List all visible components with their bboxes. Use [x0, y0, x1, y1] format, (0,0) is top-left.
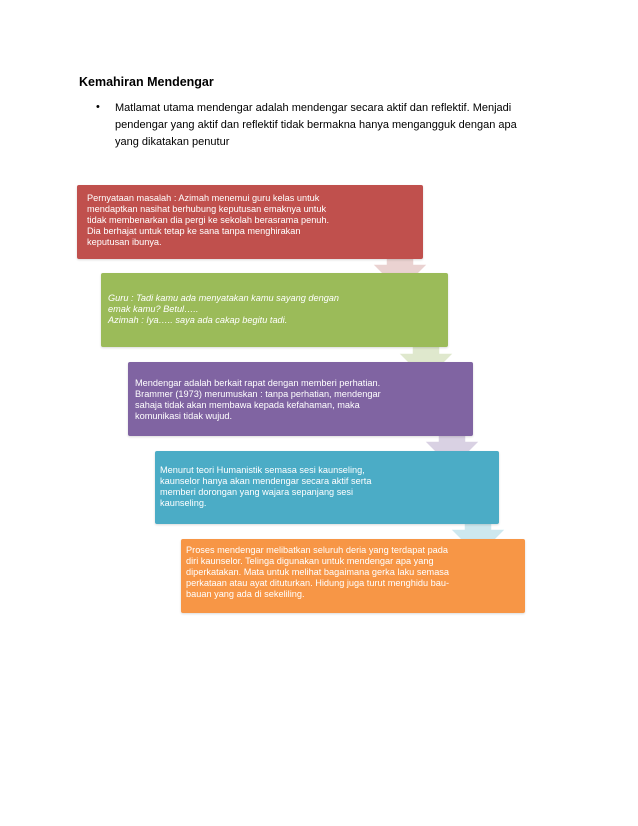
- flow-step-senses: [181, 539, 525, 613]
- bullet-symbol: •: [96, 101, 100, 113]
- document-heading: Kemahiran Mendengar: [79, 75, 214, 89]
- flow-step-text: Proses mendengar melibatkan seluruh deria yang terdapat pada diri kaunselor. Telinga digunakan untuk mendengar apa yang diperkatakan. Mata untuk melihat bagaimana gerka laku semasa perkataan atau ayat dituturkan. Hidung juga turut menghidu bau-bauan yang ada di sekeliling.: [186, 545, 450, 599]
- bullet-paragraph: Matlamat utama mendengar adalah mendengar secara aktif dan reflektif. Menjadi pendengar yang aktif dan reflektif tidak bermakna hanya mengangguk dengan apa yang dikatakan penutur: [115, 102, 517, 148]
- flow-step-dialogue: [101, 273, 448, 347]
- flow-step-problem-statement: [77, 185, 423, 259]
- flow-step-text: Mendengar adalah berkait rapat dengan memberi perhatian. Brammer (1973) merumuskan : tanpa perhatian, mendengar sahaja tidak akan membawa kepada kefahaman, maka komunikasi tidak wujud.: [135, 378, 381, 421]
- flow-step-text: Guru : Tadi kamu ada menyatakan kamu sayang dengan emak kamu? Betul….. Azimah : Iya….. saya ada cakap begitu tadi.: [108, 293, 340, 325]
- flow-step-text: Pernyataan masalah : Azimah menemui guru kelas untuk mendaptkan nasihat berhubung keputusan emaknya untuk tidak membenarkan dia pergi ke sekolah berasrama penuh. Dia berhajat untuk tetap ke sana tanpa menghirakan keputusan ibunya.: [87, 193, 330, 247]
- flow-step-attention: [128, 362, 473, 436]
- flow-step-text: Menurut teori Humanistik semasa sesi kaunseling, kaunselor hanya akan mendengar secara aktif serta memberi dorongan yang wajara sepanjang sesi kaunseling.: [160, 465, 372, 508]
- flow-step-humanistic-theory: [155, 451, 499, 524]
